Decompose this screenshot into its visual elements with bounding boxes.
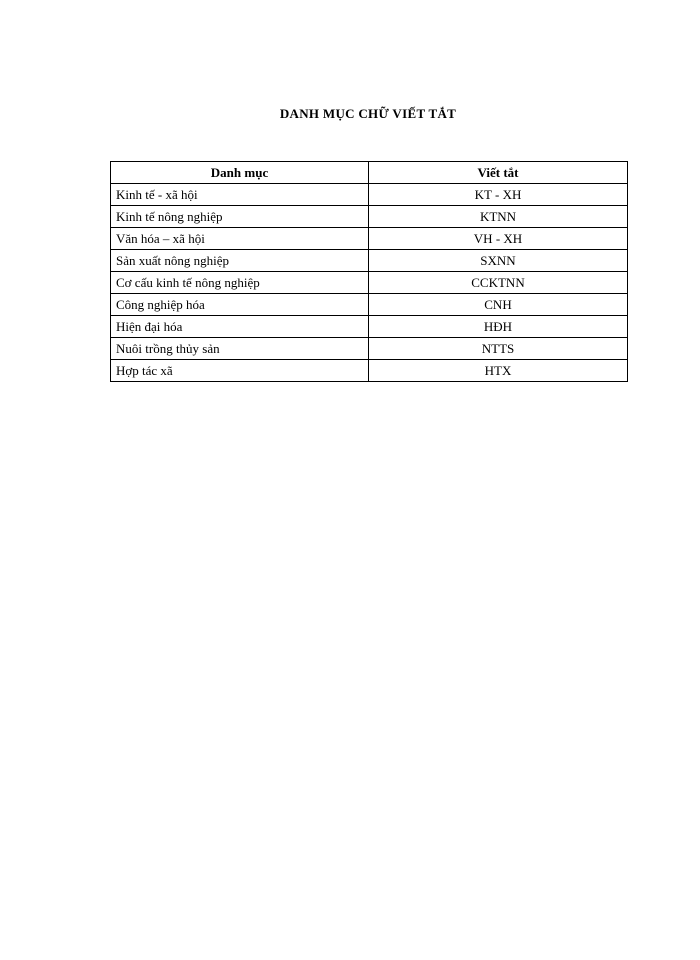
term-cell: Công nghiệp hóa bbox=[111, 294, 369, 316]
term-cell: Kinh tế - xã hội bbox=[111, 184, 369, 206]
table-row bbox=[111, 250, 628, 272]
table-row bbox=[111, 228, 628, 250]
term-cell: Hiện đại hóa bbox=[111, 316, 369, 338]
abbreviation-cell: CCKTNN bbox=[369, 272, 628, 294]
table-row bbox=[111, 206, 628, 228]
abbreviation-table bbox=[110, 161, 628, 382]
term-cell: Cơ cấu kinh tế nông nghiệp bbox=[111, 272, 369, 294]
table-row bbox=[111, 360, 628, 382]
column-header-term: Danh mục bbox=[111, 162, 369, 184]
table-header-row bbox=[111, 162, 628, 184]
term-cell: Nuôi trồng thủy sản bbox=[111, 338, 369, 360]
table-row bbox=[111, 294, 628, 316]
term-cell: Hợp tác xã bbox=[111, 360, 369, 382]
abbreviation-cell: HTX bbox=[369, 360, 628, 382]
column-header-abbreviation: Viết tắt bbox=[369, 162, 628, 184]
page-title: DANH MỤC CHỮ VIẾT TẮT bbox=[279, 106, 457, 121]
abbreviation-cell: KT - XH bbox=[369, 184, 628, 206]
table-row bbox=[111, 316, 628, 338]
abbreviation-cell: KTNN bbox=[369, 206, 628, 228]
abbreviation-cell: SXNN bbox=[369, 250, 628, 272]
abbreviation-cell: VH - XH bbox=[369, 228, 628, 250]
abbreviation-cell: HĐH bbox=[369, 316, 628, 338]
term-cell: Sản xuất nông nghiệp bbox=[111, 250, 369, 272]
abbreviation-cell: NTTS bbox=[369, 338, 628, 360]
abbreviation-cell: CNH bbox=[369, 294, 628, 316]
table-row bbox=[111, 338, 628, 360]
term-cell: Kinh tế nông nghiệp bbox=[111, 206, 369, 228]
table-row bbox=[111, 184, 628, 206]
term-cell: Văn hóa – xã hội bbox=[111, 228, 369, 250]
table-row bbox=[111, 272, 628, 294]
